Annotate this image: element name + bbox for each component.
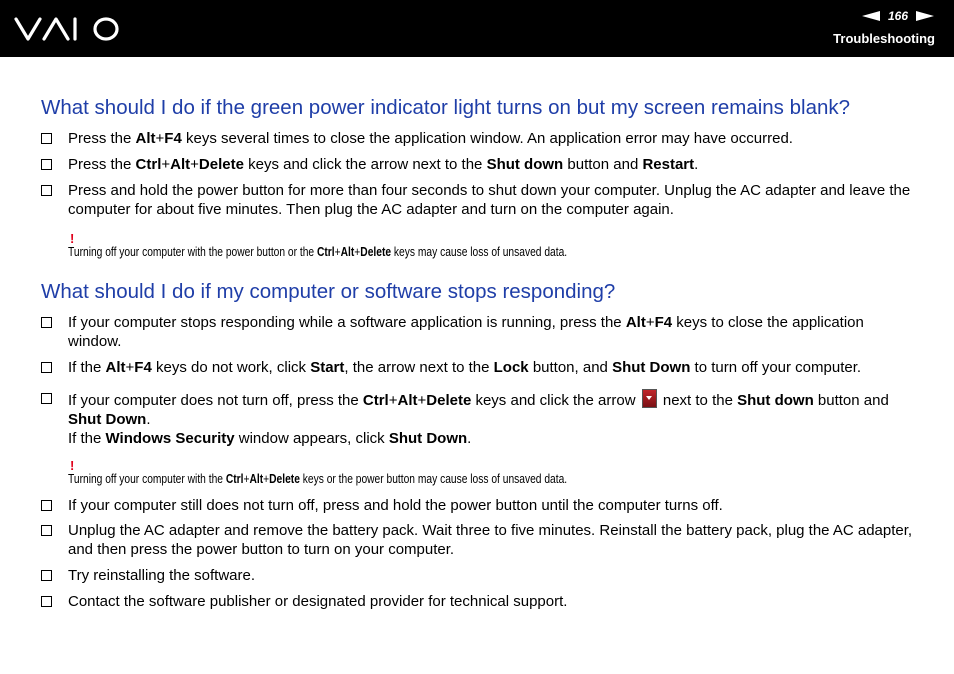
warning-note: ! Turning off your computer with the power button or the Ctrl+Alt+Delete keys may cause loss of unsaved data. xyxy=(68,233,677,260)
checkbox-bullet-icon xyxy=(41,393,52,404)
shutdown-arrow-icon xyxy=(642,389,657,408)
section-title: Troubleshooting xyxy=(833,31,935,46)
warning-exclamation-icon: ! xyxy=(70,231,75,246)
list-item: If your computer still does not turn off, press and hold the power button until the computer turns off. xyxy=(41,496,921,515)
next-page-icon[interactable] xyxy=(916,11,934,21)
checkbox-bullet-icon xyxy=(41,500,52,511)
question-heading-stops-responding: What should I do if my computer or software stops responding? xyxy=(41,280,616,303)
list-item: Press the Ctrl+Alt+Delete keys and click the arrow next to the Shut down button and Restart. xyxy=(41,155,921,174)
list-item: If the Alt+F4 keys do not work, click Start, the arrow next to the Lock button, and Shut Down to turn off your computer. xyxy=(41,358,921,377)
checkbox-bullet-icon xyxy=(41,133,52,144)
checkbox-bullet-icon xyxy=(41,185,52,196)
warning-exclamation-icon: ! xyxy=(70,458,75,473)
checkbox-bullet-icon xyxy=(41,317,52,328)
question-heading-blank-screen: What should I do if the green power indicator light turns on but my screen remains blank? xyxy=(41,96,851,119)
list-item: Contact the software publisher or designated provider for technical support. xyxy=(41,592,921,611)
page-navigation xyxy=(862,9,934,23)
list-item: Unplug the AC adapter and remove the battery pack. Wait three to five minutes. Reinstall the battery pack, plug the AC adapter, and then press the power button to turn on your computer. xyxy=(41,521,921,559)
checkbox-bullet-icon xyxy=(41,570,52,581)
list-item: If your computer stops responding while a software application is running, press the Alt+F4 keys to close the application window. xyxy=(41,313,921,351)
page-number: 166 xyxy=(887,9,908,23)
list-item: If your computer does not turn off, press the Ctrl+Alt+Delete keys and click the arrow next to the Shut down button and Shut Down. If the Windows Security window appears, click Shut Down. xyxy=(41,389,921,448)
list-item: Try reinstalling the software. xyxy=(41,566,921,585)
checkbox-bullet-icon xyxy=(41,362,52,373)
warning-note: ! Turning off your computer with the Ctrl+Alt+Delete keys or the power button may cause loss of unsaved data. xyxy=(68,460,677,487)
checkbox-bullet-icon xyxy=(41,159,52,170)
list-item: Press and hold the power button for more than four seconds to shut down your computer. Unplug the AC adapter and leave the computer for about five minutes. Then plug the AC adapter and turn on the computer again. xyxy=(41,181,921,219)
checkbox-bullet-icon xyxy=(41,525,52,536)
page-header xyxy=(0,0,954,57)
previous-page-icon[interactable] xyxy=(862,11,880,21)
checkbox-bullet-icon xyxy=(41,596,52,607)
vaio-logo xyxy=(14,16,120,42)
list-item: Press the Alt+F4 keys several times to close the application window. An application error may have occurred. xyxy=(41,129,921,148)
